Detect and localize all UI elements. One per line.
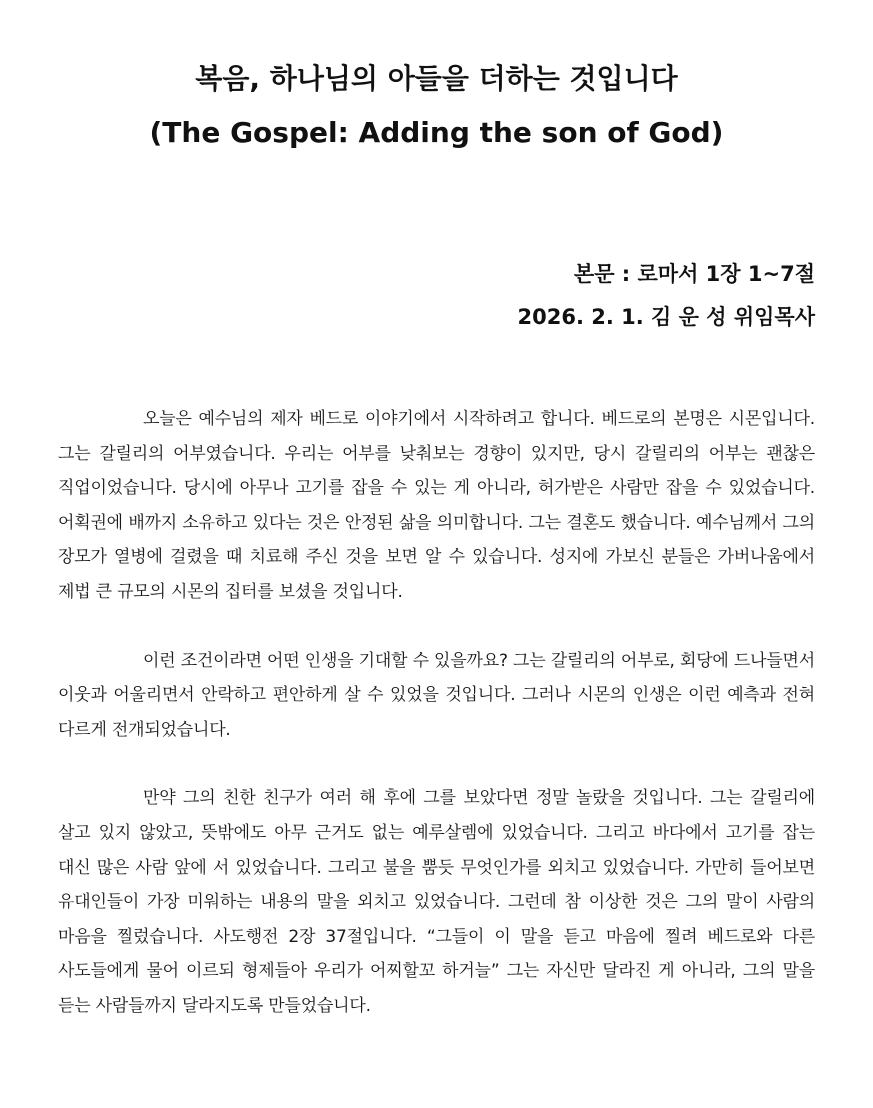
sermon-meta [518, 253, 815, 339]
date-and-author: 2026. 2. 1. 김 운 성 위임목사 [517, 305, 815, 329]
sermon-body [58, 402, 815, 1058]
sermon-subtitle: (The Gospel: Adding the son of God) [149, 116, 724, 149]
paragraph-2: 이런 조건이라면 어떤 인생을 기대할 수 있을까요? 그는 갈릴리의 어부로, 회당에 드나들면서 이웃과 어울리면서 안락하고 편안하게 살 수 있었을 것입니다. 그러나 시몬의 인생은 이런 예측과 전혀 다르게 전개되었습니다. [58, 650, 815, 740]
title-block [0, 52, 873, 160]
scripture-reference: 본문 : 로마서 1장 1~7절 [573, 262, 815, 286]
sermon-title: 복음, 하나님의 아들을 더하는 것입니다 [195, 62, 678, 95]
paragraph-3: 만약 그의 친한 친구가 여러 해 후에 그를 보았다면 정말 놀랐을 것입니다. 그는 갈릴리에 살고 있지 않았고, 뜻밖에도 아무 근거도 없는 예루살렘에 있었습니다. 그리고 바다에서 고기를 잡는 대신 많은 사람 앞에 서 있었습니다. 그리고 불을 뿜듯 무엇인가를 외치고 있었습니다. 가만히 들어보면 유대인들이 가장 미워하는 내용의 말을 외치고 있었습니다. 그런데 참 이상한 것은 그의 말이 사람의 마음을 찔렀습니다. 사도행전 2장 37절입니다. “그들이 이 말을 듣고 마음에 찔려 베드로와 다른 사도들에게 물어 이르되 형제들아 우리가 어찌할꼬 하거늘” 그는 자신만 달라진 게 아니라, 그의 말을 듣는 사람들까지 달라지도록 만들었습니다. [58, 788, 815, 1016]
paragraph-1: 오늘은 예수님의 제자 베드로 이야기에서 시작하려고 합니다. 베드로의 본명은 시몬입니다. 그는 갈릴리의 어부였습니다. 우리는 어부를 낮춰보는 경향이 있지만, 당시 갈릴리의 어부는 괜찮은 직업이었습니다. 당시에 아무나 고기를 잡을 수 있는 게 아니라, 허가받은 사람만 잡을 수 있었습니다. 어획권에 배까지 소유하고 있다는 것은 안정된 삶을 의미합니다. 그는 결혼도 했습니다. 예수님께서 그의 장모가 열병에 걸렸을 때 치료해 주신 것을 보면 알 수 있습니다. 성지에 가보신 분들은 가버나움에서 제법 큰 규모의 시몬의 집터를 보셨을 것입니다. [58, 409, 815, 602]
